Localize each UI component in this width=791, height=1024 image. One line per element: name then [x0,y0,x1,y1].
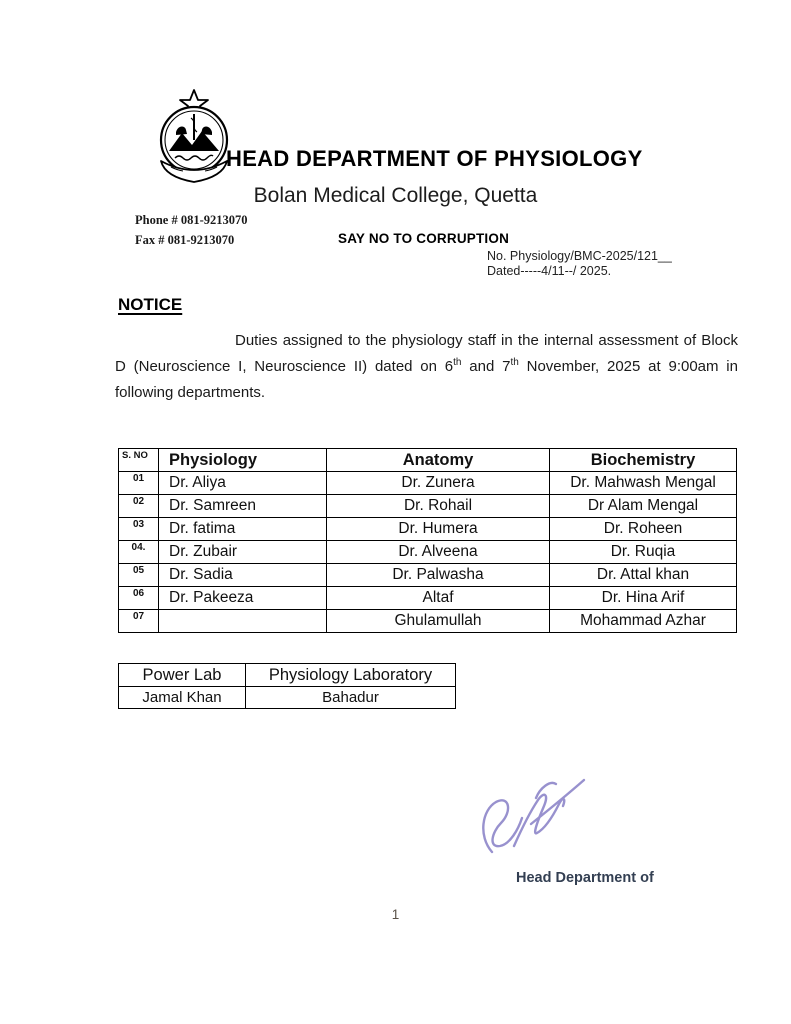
cell-sno: 05 [119,564,159,587]
page-number: 1 [391,907,400,922]
notice-body [115,328,738,406]
cell-physiology: Dr. Zubair [159,541,327,564]
cell-anatomy: Ghulamullah [327,610,550,633]
cell-biochemistry: Dr Alam Mengal [550,495,737,518]
cell-physiology [159,610,327,633]
table-row [119,610,737,633]
signature-title: Head Department of [516,870,654,886]
table-row [119,495,737,518]
notice-body-text: November, 2025 at 9:00am in following departments. [115,358,738,401]
header-anatomy: Anatomy [327,449,550,472]
cell-biochemistry: Dr. Roheen [550,518,737,541]
notice-body-text: Duties assigned to the physiology staff in the internal assessment of Block D (Neuroscience I, Neuroscience II) dated on 6 [115,332,738,375]
cell-physiology: Dr. fatima [159,518,327,541]
cell-biochemistry: Dr. Ruqia [550,541,737,564]
cell-anatomy: Dr. Palwasha [327,564,550,587]
header-physiology-laboratory: Physiology Laboratory [246,664,456,687]
header-sno: S. NO [119,449,159,472]
cell-anatomy: Dr. Alveena [327,541,550,564]
cell-power-lab: Jamal Khan [119,687,246,709]
notice-heading: NOTICE [118,295,183,314]
cell-anatomy: Dr. Humera [327,518,550,541]
department-title: HEAD DEPARTMENT OF PHYSIOLOGY [226,146,643,171]
cell-physiology: Dr. Pakeeza [159,587,327,610]
header-physiology: Physiology [159,449,327,472]
table-row [119,518,737,541]
table-row [119,687,456,709]
ordinal-superscript: th [453,357,462,368]
cell-physiology: Dr. Samreen [159,495,327,518]
cell-biochemistry: Dr. Mahwash Mengal [550,472,737,495]
cell-sno: 07 [119,610,159,633]
notice-body-text: and 7 [461,358,511,375]
cell-sno: 02 [119,495,159,518]
cell-sno: 04. [119,541,159,564]
phone-number: Phone # 081-9213070 [135,213,248,227]
header-power-lab: Power Lab [119,664,246,687]
cell-sno: 06 [119,587,159,610]
cell-physiology-laboratory: Bahadur [246,687,456,709]
cell-biochemistry: Dr. Hina Arif [550,587,737,610]
anticorruption-slogan: SAY NO TO CORRUPTION [338,231,510,246]
reference-number: No. Physiology/BMC-2025/121__ [487,249,672,263]
cell-sno: 01 [119,472,159,495]
cell-biochemistry: Dr. Attal khan [550,564,737,587]
signature-icon [476,766,606,866]
cell-physiology: Dr. Sadia [159,564,327,587]
cell-sno: 03 [119,518,159,541]
table-row [119,564,737,587]
cell-anatomy: Altaf [327,587,550,610]
header-biochemistry: Biochemistry [550,449,737,472]
duty-assignment-table [118,448,737,633]
cell-anatomy: Dr. Rohail [327,495,550,518]
college-name: Bolan Medical College, Quetta [253,184,538,207]
fax-number: Fax # 081-9213070 [135,233,235,247]
table-header-row [119,664,456,687]
table-row [119,587,737,610]
cell-biochemistry: Mohammad Azhar [550,610,737,633]
cell-anatomy: Dr. Zunera [327,472,550,495]
table-row [119,541,737,564]
cell-physiology: Dr. Aliya [159,472,327,495]
dated-line: Dated-----4/11--/ 2025. [487,264,612,278]
table-row [119,472,737,495]
ordinal-superscript: th [510,357,519,368]
lab-staff-table [118,663,456,709]
table-header-row [119,449,737,472]
